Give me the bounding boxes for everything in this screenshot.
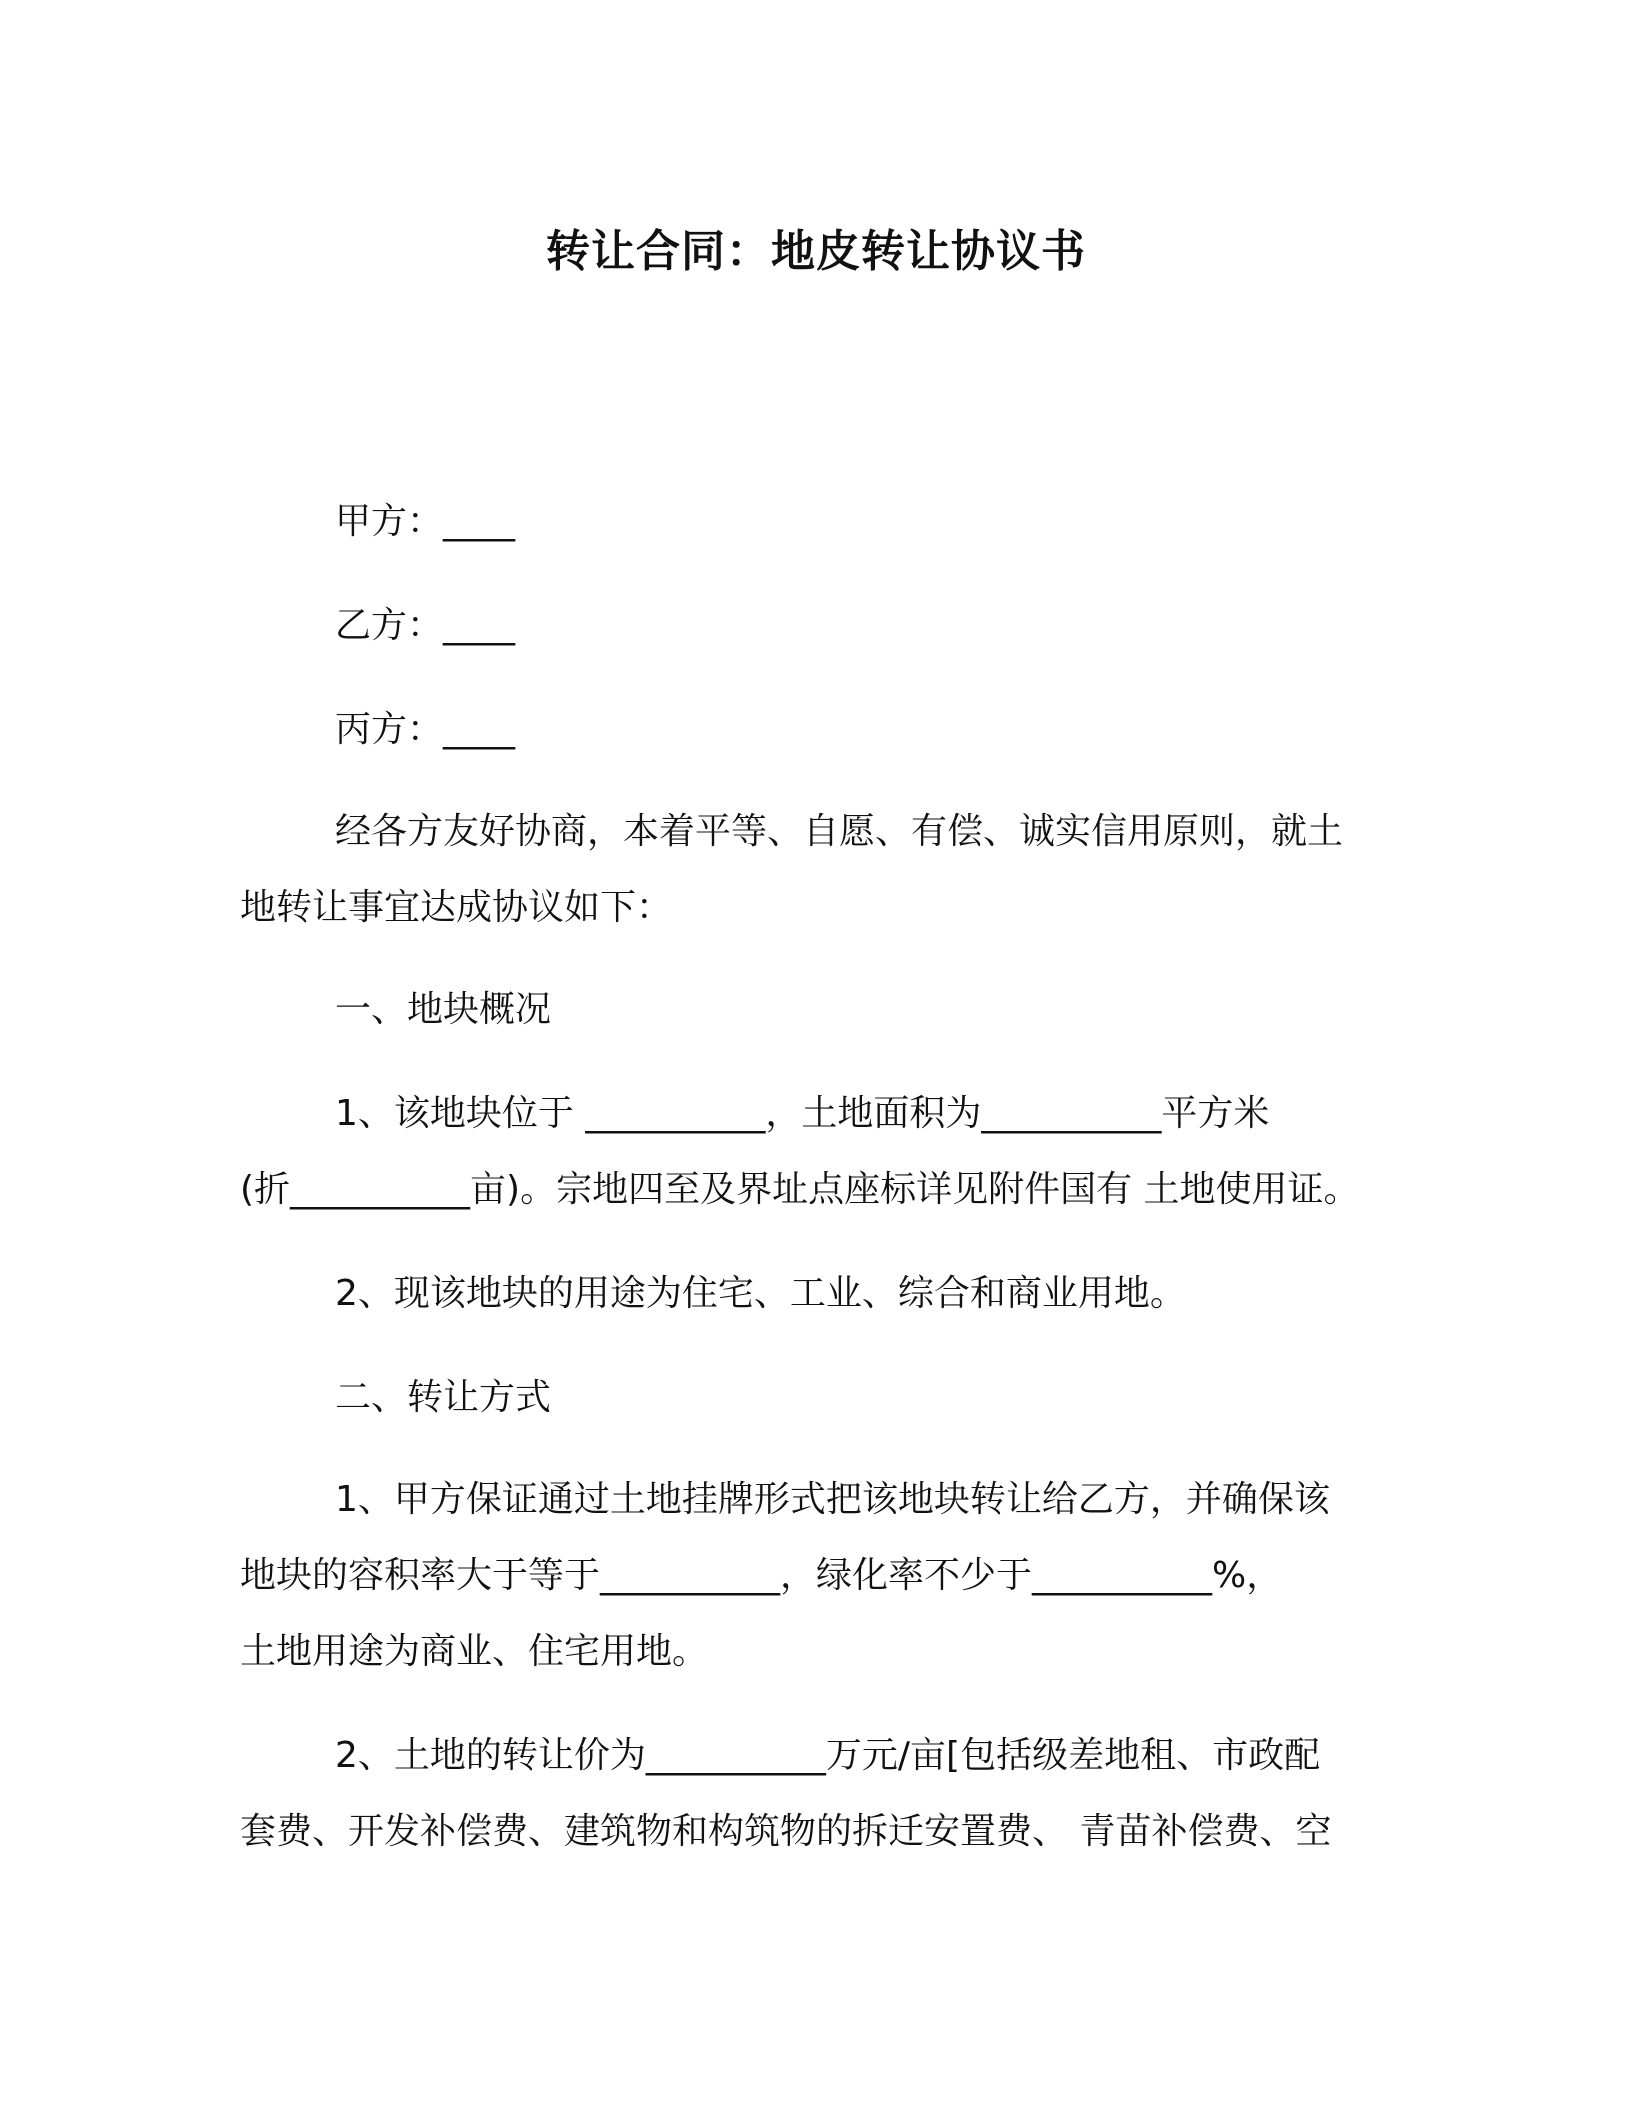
clause-1-1-line-1: 1、该地块位于 __________，土地面积为__________平方米 [335, 1093, 1270, 1134]
clause-1-1-line-2: (折__________亩)。宗地四至及界址点座标详见附件国有 土地使用证。 [240, 1169, 1360, 1210]
section-heading-2: 二、转让方式 [335, 1377, 552, 1418]
preamble-line-2: 地转让事宜达成协议如下： [240, 887, 673, 928]
clause-2-2-line-2: 套费、开发补偿费、建筑物和构筑物的拆迁安置费、 青苗补偿费、空 [240, 1811, 1332, 1852]
preamble-line-1: 经各方友好协商，本着平等、自愿、有偿、诚实信用原则，就土 [335, 811, 1344, 852]
party-b-line: 乙方：____ [335, 605, 516, 646]
party-a-line: 甲方：____ [335, 501, 516, 542]
clause-2-1-line-3: 土地用途为商业、住宅用地。 [240, 1631, 709, 1672]
clause-2-2-line-1: 2、土地的转让价为__________万元/亩[包括级差地租、市政配 [335, 1735, 1321, 1776]
party-c-line: 丙方：____ [335, 709, 516, 750]
clause-1-2: 2、现该地块的用途为住宅、工业、综合和商业用地。 [335, 1273, 1186, 1314]
section-heading-1: 一、地块概况 [335, 989, 552, 1030]
clause-2-1-line-1: 1、甲方保证通过土地挂牌形式把该地块转让给乙方，并确保该 [335, 1479, 1330, 1520]
document-title: 转让合同：地皮转让协议书 [546, 226, 1086, 277]
clause-2-1-line-2: 地块的容积率大于等于__________，绿化率不少于__________%， [240, 1555, 1283, 1596]
